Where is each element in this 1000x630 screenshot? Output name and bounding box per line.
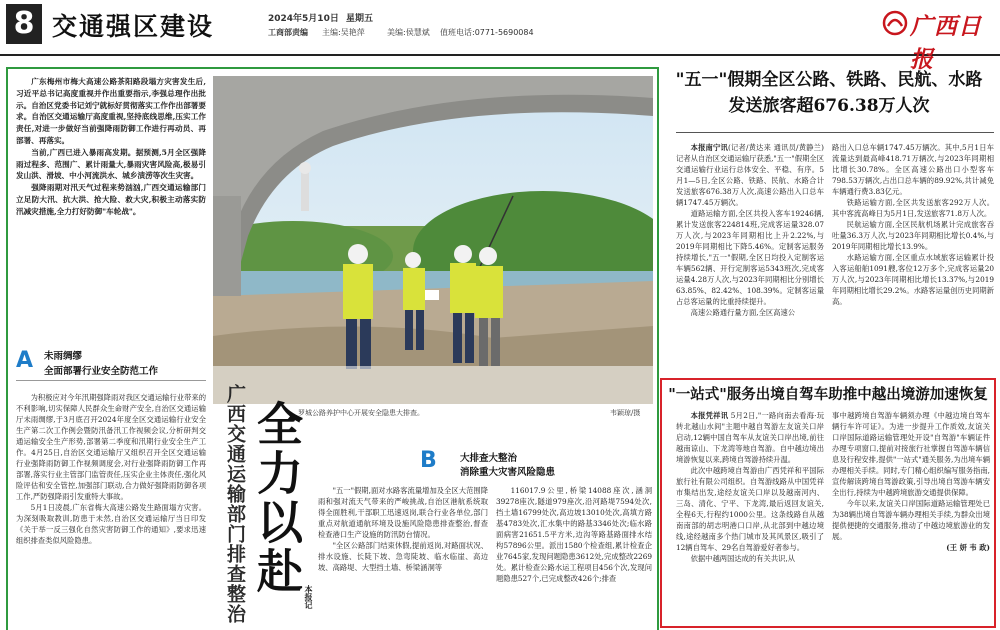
- body-paragraph: 5月1日凌晨,广东省梅大高速公路发生路面塌方灾害。为深刻吸取教训,防患于未然,自治区交通运输厅当日印发《关于举一反三强化自然灾害防御工作的通知》,要求迅速组织排查类似风险隐患。: [16, 503, 206, 545]
- article-headline-line1: "五一"假期全区公路、铁路、民航、水路: [675, 70, 983, 90]
- section-letter-a: A: [16, 348, 34, 373]
- body-paragraph: 今年以来,友谊关口岸国际道路运输管理处已为38辆出境自驾游车辆办理相关手续,为群众出境提供便捷的交通服务,推动了中越边境旅游业的发展。: [832, 499, 990, 541]
- body-paragraph: 依据中越两国达成的有关共识,从: [690, 554, 796, 563]
- body-paragraph: 路出入口总车辆1747.45万辆次。其中,5月1日车流量达到最高峰418.71万辆次,与2023年同期相比增长30.78%。全区高速公路出口小型客车798.53万辆次,占出口总车辆的89.92%,共计减免车辆通行费3.83亿元。: [832, 143, 994, 196]
- lead-paragraphs: [16, 76, 206, 331]
- body-paragraph: 高速公路通行量方面,全区高速公: [690, 308, 796, 317]
- newspaper-logo-icon: [882, 10, 908, 36]
- headline-divider: [676, 132, 994, 133]
- issue-date: 2024年5月10日: [268, 14, 339, 24]
- dept-label: 工商部责编: [268, 28, 308, 37]
- section-divider: [16, 380, 206, 381]
- section-a-body: [16, 392, 206, 630]
- issue-weekday: 星期五: [346, 14, 374, 24]
- body-paragraph: 水路运输方面,全区重点水域旅客运输累计投入客运船舶1091艘,客位12万多个,完成客运量20万人次,与2023年同期相比增长13.37%,与2019年同期相比增长29.2%。水路客运量创历史同期新高。: [832, 253, 994, 306]
- vertical-headline: 全力以赴: [250, 400, 304, 596]
- dateline: 本报凭祥讯: [690, 411, 729, 420]
- duty-phone: 值班电话:0771-5690084: [440, 28, 534, 37]
- body-paragraph: 事中越跨境自驾游车辆须办理《中越边境自驾车辆行车许可证》。为进一步提升工作质效,友谊关口岸国际道路运输管理处开设"自驾游"车辆证件办理专项窗口,提前对接旅行社掌握自驾游车辆信息及行程安排,提供"一站式"通关服务,为出境车辆办理相关手续。同时,专门精心组织编写服务指南,宣传解读跨境自驾游政策,引导出境自驾游车辆安全出行,持续为中越跨境旅游交通提供保障。: [832, 411, 990, 497]
- vertical-subheadline: 广西交通运输部门排查整治: [224, 384, 246, 624]
- holiday-travel-column-1: [676, 142, 824, 370]
- body-paragraph: 民航运输方面,全区民航机场累计完成旅客吞吐量36.3万人次,与2023年同期相比增长0.4%,与2019年同期相比增长13.9%。: [832, 220, 994, 251]
- editor-label: 主编:吴艳萍: [322, 28, 365, 37]
- lead-paragraph: 强降雨期对汛天气过程来势汹汹,广西交通运输部门立足防大汛、抗大洪、抢大险、救大灾,积极主动落实防汛减灾措施,全力打好防御"车轮战"。: [16, 183, 206, 216]
- lead-paragraph: 当前,广西已进入暴雨高发期。据预测,5月全区强降雨过程多、范围广、累计雨量大,暴雨灾害风险高,极易引发山洪、滑坡、中小河流洪水、城乡渍涝等次生灾害。: [16, 147, 206, 181]
- author-signature: (王 妍 韦 政): [946, 543, 990, 552]
- article-headline-line2: 发送旅客超676.38万人次: [728, 96, 930, 116]
- section-title: 交通强区建设: [52, 12, 215, 41]
- highlight-article-headline: "一站式"服务出境自驾车助推中越出境游加速恢复: [668, 386, 988, 403]
- page-number: 8: [6, 4, 42, 44]
- highlight-column-1: [676, 410, 824, 620]
- highlight-column-2: [832, 410, 990, 620]
- story-body-column: [318, 485, 488, 630]
- body-paragraph: "全区公路部门结束休假,提前返岗,对路面状况、排水设施、长陡下坡、急弯陡坡、临水临崖、高边坡、高路堤、大型挡土墙、桥梁涵洞等: [318, 541, 488, 572]
- lead-paragraph: 广东梅州市梅大高速公路茶阳路段塌方灾害发生后,习近平总书记高度重视并作出重要指示,李强总理作出批示。自治区党委书记刘宁就标好贯彻落实工作作出部署要求。自治区交通运输厅高度重视,坚持底线思维,压实工作责任,对进一步做好当前强降雨防御工作进行再动员、再部署、再落实。: [16, 77, 206, 145]
- page-masthead: [0, 0, 1000, 73]
- lead-text: (记者/黄达来 通讯员/黄静兰)记者从自治区交通运输厅获悉,"五一"假期全区交通运输行业运行总体安全、平稳、有序。5月1—5日,全区公路、铁路、民航、水路合计发送旅客676.38万人次,高速公路出入口总车辆1747.45万辆次。: [676, 143, 824, 207]
- newspaper-logo: 广西日报: [910, 13, 982, 73]
- lead-text: 5月2日,"一路向南去看海·玩转北越山水间"主题中越自驾游左友谊关口岸启动,12辆中国自驾车从友谊关口岸出境,前往越南谅山、下龙湾等地自驾游。自中越边境出境游恢复以来,跨境自驾游持续升温。: [676, 411, 824, 464]
- body-paragraph: [676, 142, 824, 208]
- body-paragraph: [676, 410, 824, 465]
- dateline: 本报南宁讯: [690, 143, 729, 152]
- body-paragraph: 116017.9公里,桥梁14088座次,涵洞39278座次,隧道979座次,沿河路堤7594处次,挡土墙16799处次,高边坡13010处次,高填方路基4783处次,汇水集中的路基3346处次;临水路面病害21651.5平方米,边沟等路基路面排水结构57896公里。派出1580个检查组,累计检查企业7645家,发现问题隐患3612处,完成整改2269处。累计检查公路水运工程项目456个次,发现问题隐患527个,已完成整改426个;排查: [496, 486, 652, 583]
- inspection-photo: [213, 76, 653, 404]
- art-editor-label: 美编:侯慧斌: [387, 28, 430, 37]
- body-paragraph: "五一"假期,面对水路客流量增加及全区大范围降雨和强对流天气带来的严峻挑战,自治区港航系统取得全面胜利,干部职工迅速返岗,联合行业各单位,部门重点对航道通航环境及设施风险隐患排查整治,督查检查港口生产设施的防汛防台情况。: [318, 486, 488, 539]
- body-paragraph: 铁路运输方面,全区共发送旅客292万人次。其中客流高峰日为5月1日,发送旅客71.8万人次。: [832, 198, 994, 218]
- section-a-subtitle: 全面部署行业安全防范工作: [44, 366, 159, 377]
- section-letter-b: B: [420, 448, 437, 473]
- body-paragraph: 道路运输方面,全区共投入客车19246辆,累计发送旅客224814班,完成客运量328.07万人次,与2023年同期相比上升2.22%,与2019年同期相比下降5.46%。定制客运服务持续增长,"五一"假期,全区日均投入定制客运车辆562辆、开行定制客运5343班次,完成客运量4.28万人次,与2023年同期相比分别增长63.85%、82.42%、108.39%。定制客运量占总客运量的比重持续提升。: [676, 209, 824, 306]
- photo-caption: 罗城公路养护中心开展安全隐患大排查。: [298, 409, 424, 417]
- body-paragraph: 为积极应对今年汛期强降雨对我区交通运输行业带来的不利影响,切实保障人民群众生命财产安全,自治区交通运输厅未雨绸缪,于3月底召开2024年度全区交通运输行业安全生产第二次工作例会暨防汛备汛工作视频会议,分析研判交通运输安全生产形势,部署第二季度和汛期行业安全生产工作。4月25日,自治区交通运输厅又组织召开全区交通运输行业强降雨防御工作视频调度会,对行业强降雨防御工作再部署,落实行业主管部门监管责任,压实企业主体责任,强化风险评估和安全管控,加强部门联动,合力做好强降雨防御各项工作,严防强降雨引发重特大事故。: [16, 393, 206, 501]
- section-b-subtitle: 消除重大灾害风险隐患: [460, 467, 556, 478]
- section-b-body: [496, 485, 652, 630]
- section-a-title: 未雨绸缪: [44, 351, 83, 362]
- holiday-travel-column-2: [832, 142, 994, 370]
- vertical-byline: 本报记: [304, 585, 313, 609]
- body-paragraph: 此次中越跨境自驾游由广西凭祥和平国际旅行社有限公司组织。自驾游线路从中国凭祥市集结出发,途经友谊关口岸以及越南河内、三岛、清化、宁平、下龙湾,最后返回友谊关,全程6天,行程约1000公里。这条线路自从越南南部的胡志明港口口岸,从北部到中越边境线,途经越南多个热门城市及其风景区,吸引了12辆自驾车、29名自驾游爱好者参与。: [676, 466, 824, 552]
- photo-credit: 韦颖琼/摄: [610, 409, 641, 417]
- section-b-title: 大排查大整治: [460, 453, 518, 464]
